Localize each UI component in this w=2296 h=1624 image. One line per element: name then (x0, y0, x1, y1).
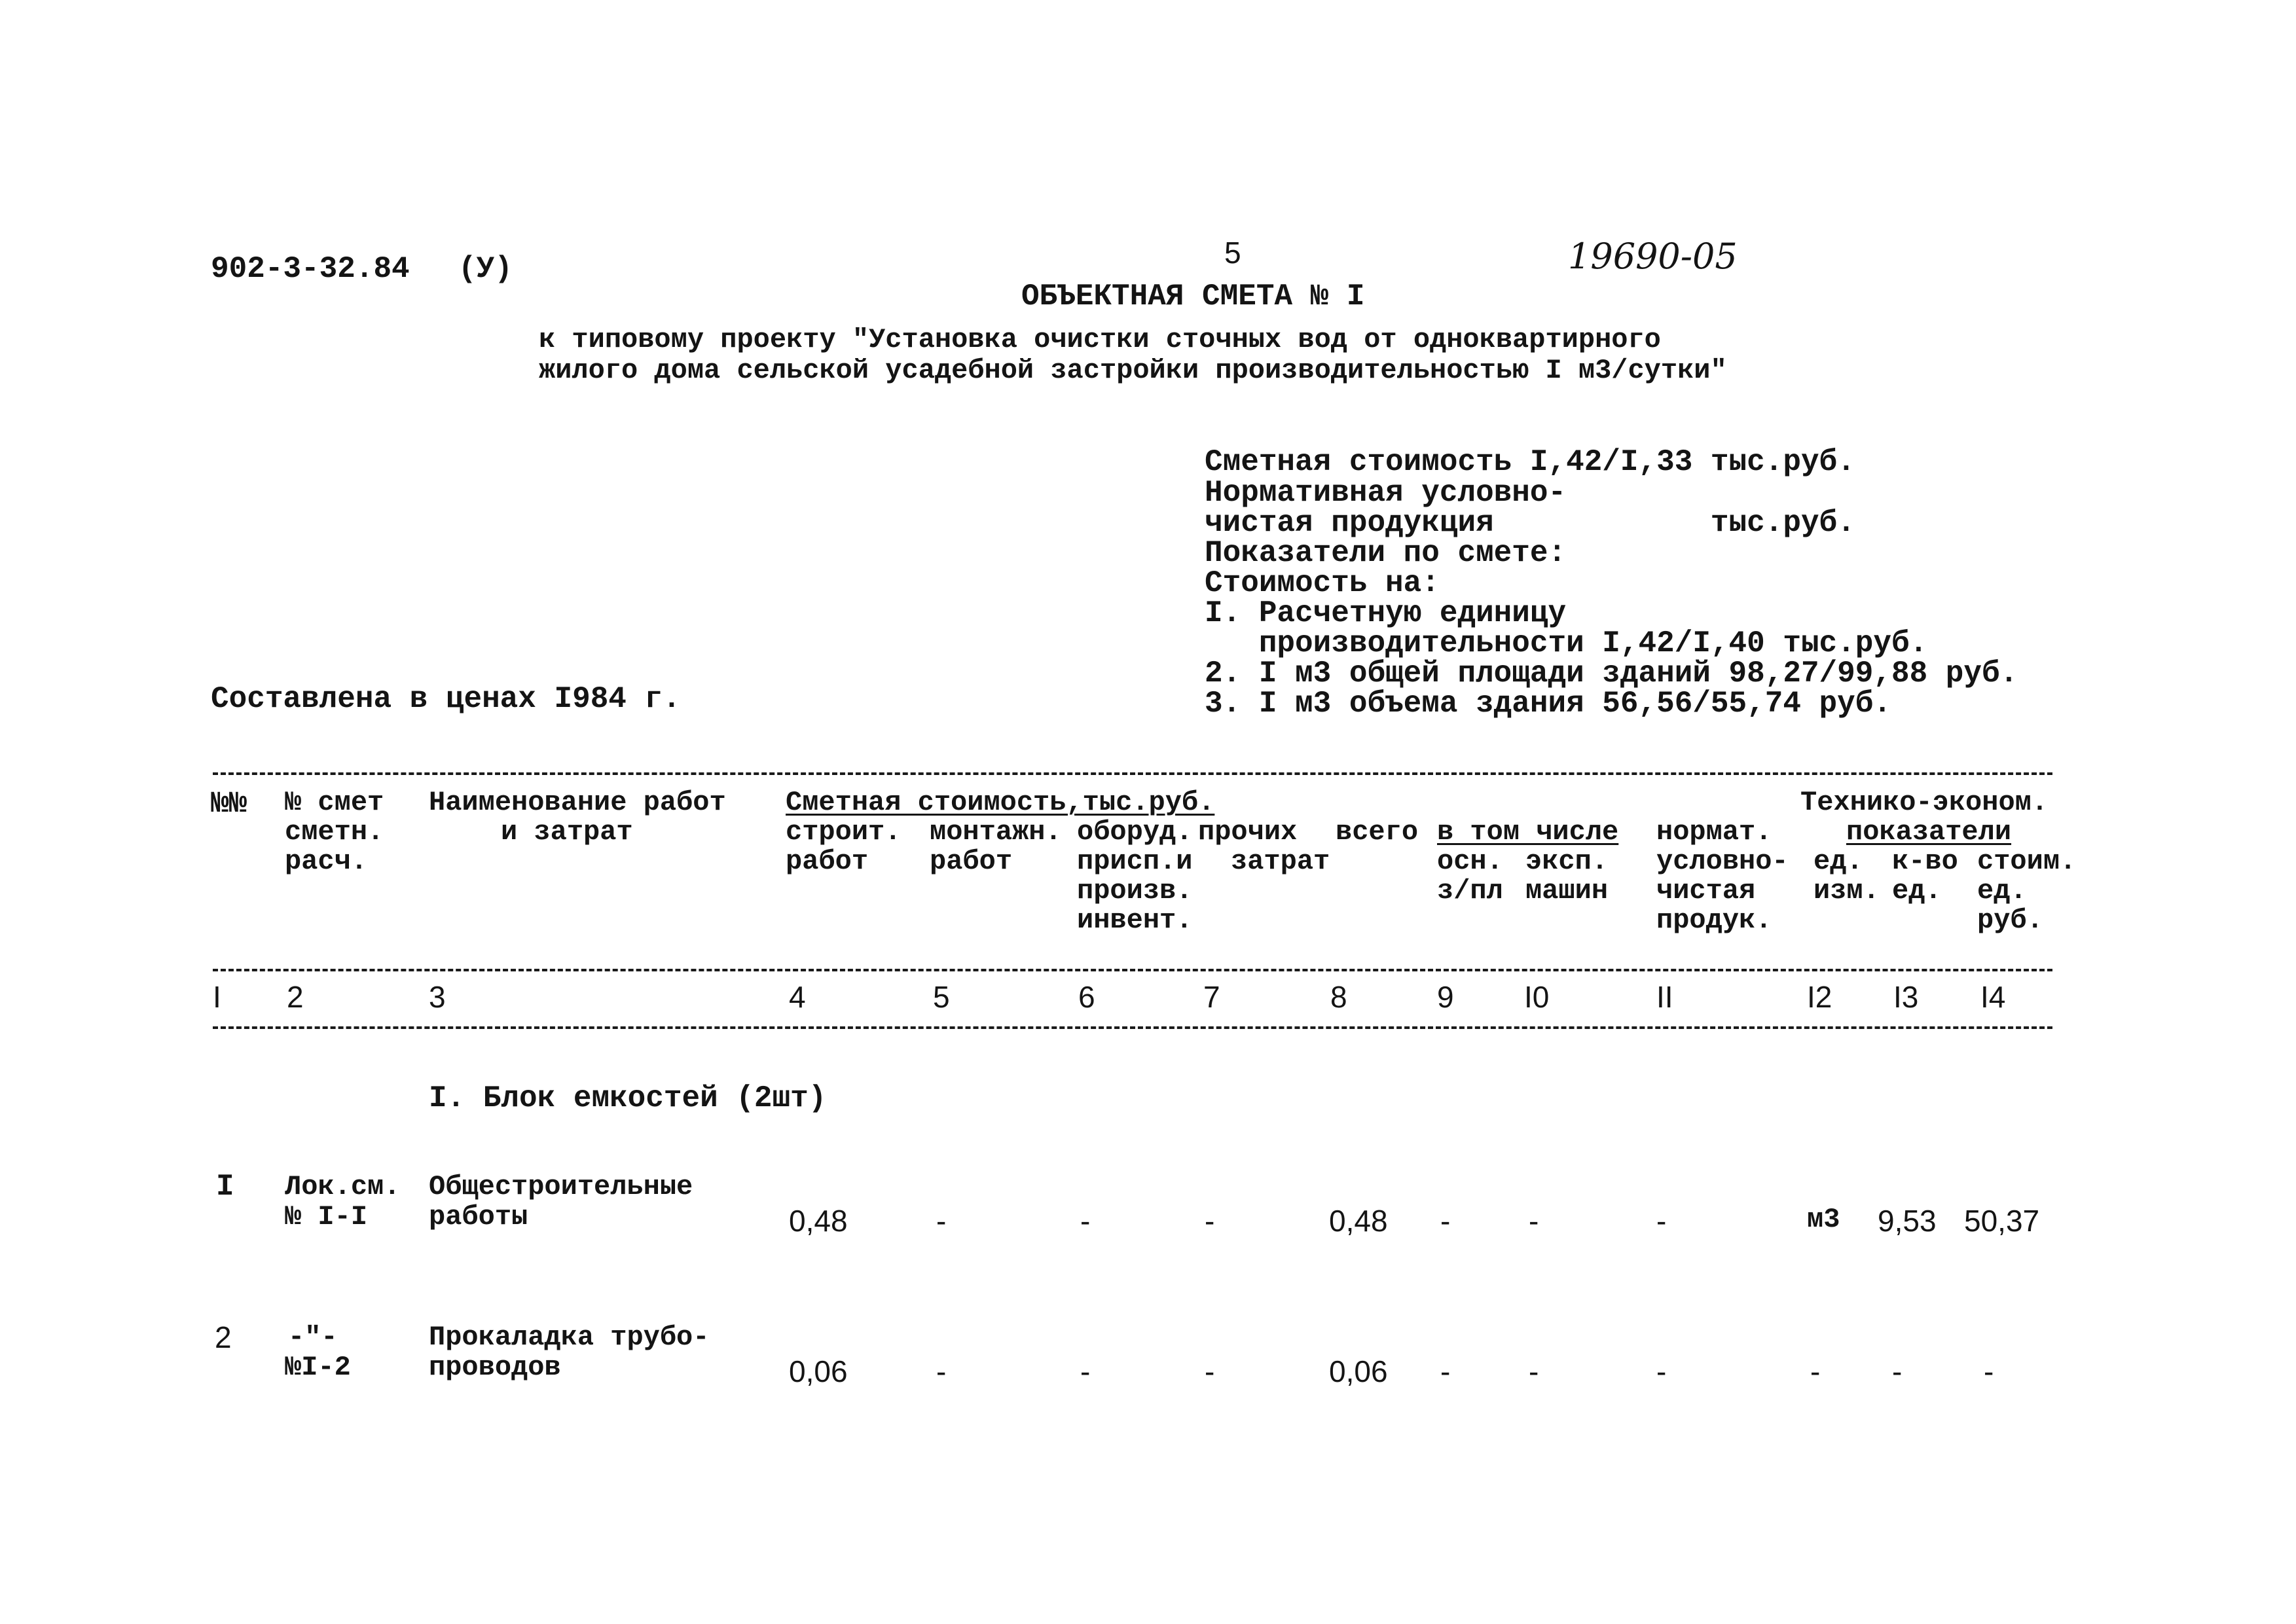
col-header-equip: присп.и (1077, 846, 1193, 877)
cell-normative: - (1656, 1354, 1667, 1388)
cell-machines: - (1529, 1204, 1539, 1238)
cell-equip: - (1080, 1354, 1091, 1388)
handwritten-inventory-number: 19690-05 (1568, 236, 1738, 277)
column-number: 8 (1330, 980, 1347, 1014)
col-header-qty: к-во (1892, 846, 1958, 877)
col-header-mount: работ (930, 846, 1013, 877)
cell-mount: - (936, 1204, 947, 1238)
col-header-ref: № смет (285, 787, 384, 818)
summary-line: Нормативная условно- (1205, 476, 1567, 510)
cell-build: 0,06 (789, 1354, 848, 1388)
row-number: 2 (215, 1320, 232, 1354)
col-header-group-cost: Сметная стоимость,тыс.руб. (786, 787, 1215, 818)
summary-line: 3. I м3 объема здания 56,56/55,74 руб. (1205, 687, 1891, 721)
cell-mount: - (936, 1354, 947, 1388)
summary-line: 2. I м3 общей площади зданий 98,27/99,88 руб. (1205, 657, 2018, 691)
col-header-group-tech: показатели (1846, 816, 2012, 848)
column-number: I (213, 980, 221, 1014)
section-title: I. Блок емкостей (2шт) (429, 1081, 827, 1115)
document-title: ОБЪЕКТНАЯ СМЕТА № I (1021, 280, 1365, 314)
col-header-group-incl: в том числе (1437, 816, 1619, 848)
cell-other: - (1205, 1204, 1215, 1238)
summary-line: чистая продукция тыс.руб. (1205, 506, 1855, 540)
cell-other: - (1205, 1354, 1215, 1388)
col-header-equip: произв. (1077, 875, 1193, 907)
cell-normative: - (1656, 1204, 1667, 1238)
cell-unit-cost: - (1984, 1354, 1994, 1388)
cell-wage: - (1440, 1204, 1451, 1238)
col-header-unit-cost: руб. (1977, 905, 2043, 936)
column-number: 9 (1437, 980, 1454, 1014)
col-header-wage: з/пл (1437, 875, 1503, 907)
col-header-total: всего (1336, 816, 1419, 848)
summary-line: Показатели по смете: (1205, 536, 1567, 570)
table-rule (213, 969, 2052, 971)
col-header-normative: нормат. (1656, 816, 1772, 848)
cell-build: 0,48 (789, 1204, 848, 1238)
column-number: 7 (1203, 980, 1220, 1014)
column-number: 2 (287, 980, 304, 1014)
cell-total: 0,48 (1329, 1204, 1388, 1238)
summary-line: Стоимость на: (1205, 566, 1440, 600)
column-number: 6 (1078, 980, 1095, 1014)
col-header-group-tech: Технико-эконом. (1800, 787, 2049, 818)
document-mark: (У) (458, 252, 513, 286)
column-number: I3 (1893, 980, 1919, 1014)
row-estimate-ref: -"- (288, 1322, 338, 1353)
column-number: I4 (1980, 980, 2006, 1014)
cell-qty: - (1892, 1354, 1903, 1388)
row-number: I (216, 1170, 234, 1204)
column-number: 3 (429, 980, 446, 1014)
col-header-normative: чистая (1656, 875, 1756, 907)
table-rule (213, 1026, 2052, 1029)
subtitle-line-2: жилого дома сельской усадебной застройки производительностью I м3/сутки" (539, 355, 1727, 386)
summary-line: I. Расчетную единицу (1205, 596, 1567, 630)
col-header-machines: эксп. (1525, 846, 1609, 877)
row-work-name: проводов (429, 1352, 561, 1383)
col-header-normative: условно- (1656, 846, 1789, 877)
cell-total: 0,06 (1329, 1354, 1388, 1388)
col-header-other: прочих (1198, 816, 1298, 848)
row-estimate-ref: № I-I (285, 1201, 368, 1233)
col-header-unit-cost: ед. (1977, 875, 2027, 907)
col-header-ref: расч. (285, 846, 368, 877)
col-header-build: строит. (786, 816, 902, 848)
col-header-num: №№ (211, 787, 247, 821)
row-estimate-ref: №I-2 (285, 1352, 351, 1383)
col-header-normative: продук. (1656, 905, 1772, 936)
cell-qty: 9,53 (1878, 1204, 1937, 1238)
col-header-equip: инвент. (1077, 905, 1193, 936)
table-rule (213, 772, 2052, 775)
col-header-qty: ед. (1892, 875, 1942, 907)
column-number: I2 (1807, 980, 1832, 1014)
summary-line: производительности I,42/I,40 тыс.руб. (1205, 626, 1928, 660)
col-header-unit: изм. (1813, 875, 1880, 907)
col-header-wage: осн. (1437, 846, 1503, 877)
col-header-build: работ (786, 846, 869, 877)
row-estimate-ref: Лок.см. (285, 1171, 401, 1202)
row-work-name: работы (429, 1201, 528, 1233)
row-work-name: Общестроительные (429, 1171, 693, 1202)
cell-equip: - (1080, 1204, 1091, 1238)
col-header-mount: монтажн. (930, 816, 1062, 848)
col-header-unit: ед. (1813, 846, 1863, 877)
col-header-ref: сметн. (285, 816, 384, 848)
col-header-name: и затрат (501, 816, 633, 848)
col-header-machines: машин (1525, 875, 1609, 907)
col-header-name: Наименование работ (429, 787, 726, 818)
summary-line: Сметная стоимость I,42/I,33 тыс.руб. (1205, 445, 1855, 479)
cell-unit-cost: 50,37 (1964, 1204, 2040, 1238)
col-header-other: затрат (1231, 846, 1330, 877)
row-work-name: Прокаладка трубо- (429, 1322, 710, 1353)
subtitle-line-1: к типовому проекту "Установка очистки сточных вод от одноквартирного (539, 324, 1661, 355)
col-header-unit-cost: стоим. (1977, 846, 2077, 877)
prices-note: Составлена в ценах I984 г. (211, 682, 681, 716)
cell-wage: - (1440, 1354, 1451, 1388)
document-code: 902-3-32.84 (211, 252, 410, 286)
cell-unit: - (1810, 1354, 1821, 1388)
column-number: 4 (789, 980, 806, 1014)
col-header-equip: оборуд. (1077, 816, 1193, 848)
column-number: 5 (933, 980, 950, 1014)
cell-machines: - (1529, 1354, 1539, 1388)
cell-unit: м3 (1807, 1204, 1840, 1235)
column-number: I0 (1524, 980, 1550, 1014)
page-number: 5 (1224, 236, 1241, 270)
column-number: II (1656, 980, 1673, 1014)
